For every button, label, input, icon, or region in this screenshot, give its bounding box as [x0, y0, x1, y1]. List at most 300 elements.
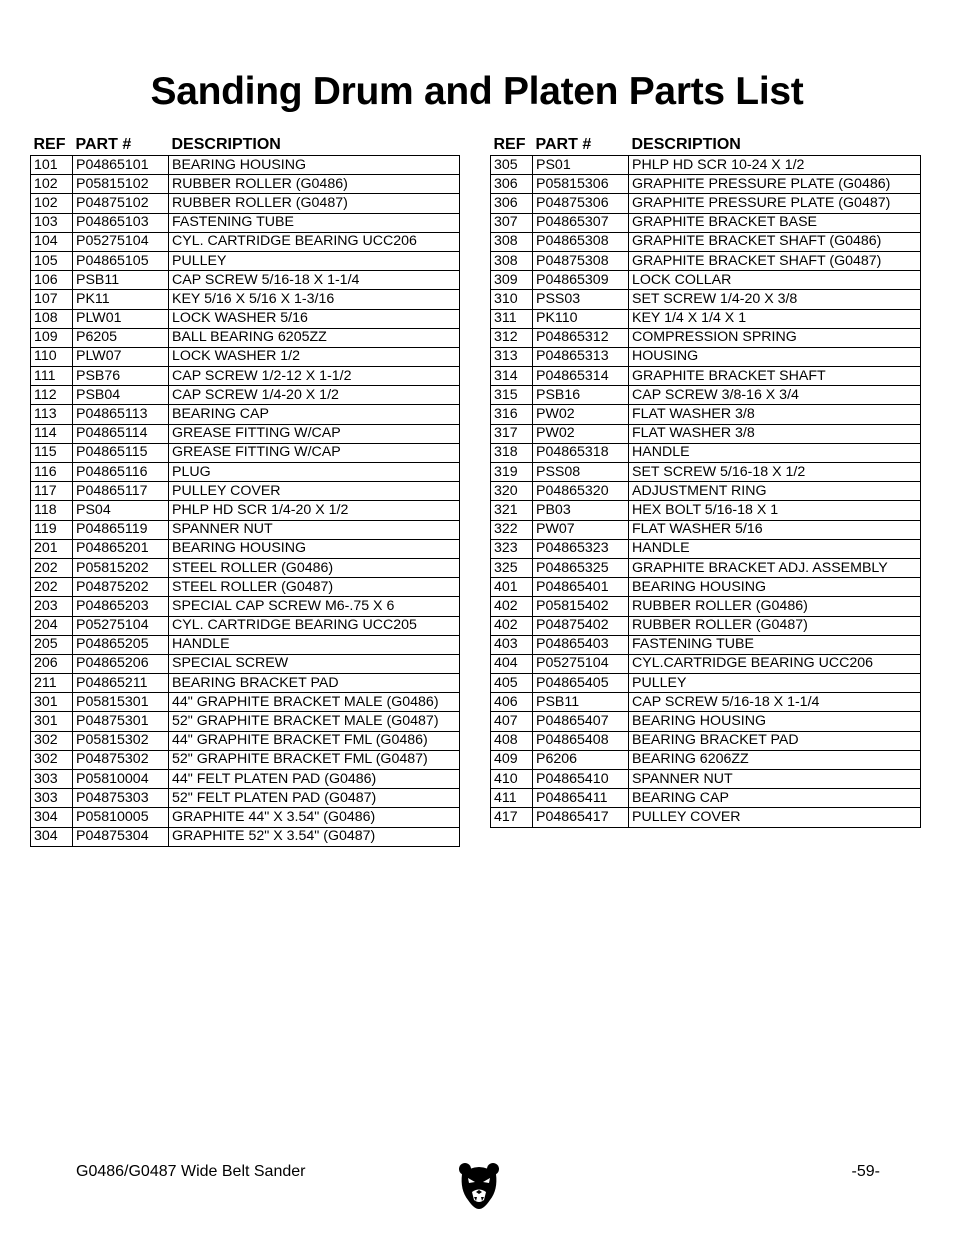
part-number-cell: P05815402: [533, 597, 629, 616]
table-row: [491, 367, 921, 386]
ref-cell: 117: [31, 482, 73, 501]
part-number-cell: P04865417: [533, 808, 629, 827]
part-number-cell: PLW01: [73, 309, 169, 328]
part-number-cell: P6206: [533, 750, 629, 769]
ref-cell: 304: [31, 827, 73, 846]
part-number-cell: P04865308: [533, 232, 629, 251]
part-number-cell: P04865101: [73, 156, 169, 175]
part-number-cell: PSB11: [533, 693, 629, 712]
part-number-cell: P04865114: [73, 424, 169, 443]
ref-cell: 306: [491, 194, 533, 213]
ref-cell: 115: [31, 443, 73, 462]
table-row: [31, 712, 460, 731]
part-number-cell: PS01: [533, 156, 629, 175]
part-number-cell: P6205: [73, 328, 169, 347]
description-cell: BEARING HOUSING: [629, 578, 921, 597]
ref-cell: 302: [31, 750, 73, 769]
part-number-cell: P04865403: [533, 635, 629, 654]
table-row: [491, 463, 921, 482]
description-cell: FLAT WASHER 5/16: [629, 520, 921, 539]
part-number-cell: P04865117: [73, 482, 169, 501]
description-cell: CYL. CARTRIDGE BEARING UCC205: [169, 616, 460, 635]
description-cell: STEEL ROLLER (G0486): [169, 558, 460, 577]
ref-cell: 309: [491, 271, 533, 290]
description-cell: BEARING BRACKET PAD: [169, 674, 460, 693]
description-cell: BEARING 6206ZZ: [629, 750, 921, 769]
parts-table-right-body: [491, 156, 921, 828]
part-number-cell: P04875301: [73, 712, 169, 731]
table-row: [491, 558, 921, 577]
table-row: [491, 770, 921, 789]
table-row: [31, 424, 460, 443]
table-row: [491, 156, 921, 175]
table-row: [491, 635, 921, 654]
part-number-cell: PS04: [73, 501, 169, 520]
table-row: [491, 654, 921, 673]
part-number-cell: P04875302: [73, 750, 169, 769]
ref-cell: 202: [31, 558, 73, 577]
description-cell: LOCK COLLAR: [629, 271, 921, 290]
table-row: [31, 386, 460, 405]
part-number-cell: P05815301: [73, 693, 169, 712]
table-row: [31, 635, 460, 654]
ref-cell: 109: [31, 328, 73, 347]
table-row: [31, 328, 460, 347]
ref-cell: 406: [491, 693, 533, 712]
part-number-cell: P04865116: [73, 463, 169, 482]
ref-cell: 304: [31, 808, 73, 827]
ref-cell: 409: [491, 750, 533, 769]
part-number-cell: P04875202: [73, 578, 169, 597]
part-number-cell: P04865407: [533, 712, 629, 731]
ref-cell: 303: [31, 789, 73, 808]
description-cell: FLAT WASHER 3/8: [629, 405, 921, 424]
table-row: [31, 789, 460, 808]
parts-table-left: [30, 132, 460, 847]
table-row: [491, 194, 921, 213]
table-row: [31, 558, 460, 577]
description-cell: COMPRESSION SPRING: [629, 328, 921, 347]
parts-table-right: [490, 132, 921, 828]
description-cell: 52" GRAPHITE BRACKET FML (G0487): [169, 750, 460, 769]
ref-cell: 312: [491, 328, 533, 347]
table-row: [491, 693, 921, 712]
description-cell: ADJUSTMENT RING: [629, 482, 921, 501]
description-cell: PLUG: [169, 463, 460, 482]
description-column-header: DESCRIPTION: [631, 136, 741, 153]
part-number-cell: P04865206: [73, 654, 169, 673]
description-cell: BEARING CAP: [629, 789, 921, 808]
table-row: [491, 808, 921, 827]
description-cell: CYL. CARTRIDGE BEARING UCC206: [169, 232, 460, 251]
description-cell: CAP SCREW 5/16-18 X 1-1/4: [629, 693, 921, 712]
description-cell: SPANNER NUT: [629, 770, 921, 789]
part-number-column-header: PART #: [75, 136, 132, 153]
part-number-cell: P04865201: [73, 539, 169, 558]
ref-cell: 107: [31, 290, 73, 309]
part-number-cell: P04865313: [533, 347, 629, 366]
ref-cell: 317: [491, 424, 533, 443]
table-row: [491, 251, 921, 270]
part-number-cell: PW02: [533, 424, 629, 443]
description-cell: PULLEY: [169, 251, 460, 270]
table-row: [31, 693, 460, 712]
page-number: -59-: [851, 1163, 880, 1180]
part-number-cell: P04865115: [73, 443, 169, 462]
table-row: [31, 309, 460, 328]
ref-cell: 205: [31, 635, 73, 654]
description-cell: HEX BOLT 5/16-18 X 1: [629, 501, 921, 520]
part-number-cell: PK11: [73, 290, 169, 309]
part-number-cell: P05275104: [73, 232, 169, 251]
description-cell: KEY 1/4 X 1/4 X 1: [629, 309, 921, 328]
ref-cell: 105: [31, 251, 73, 270]
part-number-cell: P04865408: [533, 731, 629, 750]
description-cell: CYL.CARTRIDGE BEARING UCC206: [629, 654, 921, 673]
description-cell: 44" FELT PLATEN PAD (G0486): [169, 770, 460, 789]
description-cell: GREASE FITTING W/CAP: [169, 424, 460, 443]
part-number-cell: PK110: [533, 309, 629, 328]
ref-cell: 211: [31, 674, 73, 693]
part-number-cell: PSB04: [73, 386, 169, 405]
table-row: [31, 463, 460, 482]
table-row: [31, 290, 460, 309]
description-cell: GRAPHITE 52" X 3.54" (G0487): [169, 827, 460, 846]
description-cell: GRAPHITE PRESSURE PLATE (G0487): [629, 194, 921, 213]
part-number-cell: P04875306: [533, 194, 629, 213]
ref-cell: 112: [31, 386, 73, 405]
ref-cell: 405: [491, 674, 533, 693]
part-number-cell: PB03: [533, 501, 629, 520]
table-row: [31, 674, 460, 693]
part-number-cell: P04875303: [73, 789, 169, 808]
description-cell: SET SCREW 5/16-18 X 1/2: [629, 463, 921, 482]
description-cell: BEARING BRACKET PAD: [629, 731, 921, 750]
part-number-cell: P04875402: [533, 616, 629, 635]
part-number-cell: P04865119: [73, 520, 169, 539]
ref-cell: 322: [491, 520, 533, 539]
description-cell: KEY 5/16 X 5/16 X 1-3/16: [169, 290, 460, 309]
description-cell: STEEL ROLLER (G0487): [169, 578, 460, 597]
ref-cell: 404: [491, 654, 533, 673]
description-cell: 44" GRAPHITE BRACKET MALE (G0486): [169, 693, 460, 712]
ref-cell: 110: [31, 347, 73, 366]
part-number-cell: PSB11: [73, 271, 169, 290]
table-row: [31, 654, 460, 673]
ref-column-header: REF: [493, 136, 526, 153]
description-cell: HANDLE: [629, 539, 921, 558]
description-cell: GRAPHITE BRACKET BASE: [629, 213, 921, 232]
ref-cell: 106: [31, 271, 73, 290]
ref-cell: 102: [31, 194, 73, 213]
bear-head-logo-icon: [458, 1162, 500, 1210]
table-row: [31, 597, 460, 616]
ref-cell: 321: [491, 501, 533, 520]
ref-cell: 320: [491, 482, 533, 501]
part-number-cell: PW02: [533, 405, 629, 424]
description-cell: CAP SCREW 3/8-16 X 3/4: [629, 386, 921, 405]
footer-manual-title: G0486/G0487 Wide Belt Sander: [76, 1163, 306, 1180]
part-number-cell: P04865307: [533, 213, 629, 232]
table-header-row: [31, 132, 460, 156]
part-number-cell: P04875308: [533, 251, 629, 270]
table-row: [491, 674, 921, 693]
table-row: [31, 194, 460, 213]
description-cell: GREASE FITTING W/CAP: [169, 443, 460, 462]
table-row: [491, 750, 921, 769]
ref-cell: 302: [31, 731, 73, 750]
table-row: [491, 424, 921, 443]
part-number-cell: P04875304: [73, 827, 169, 846]
description-cell: 52" GRAPHITE BRACKET MALE (G0487): [169, 712, 460, 731]
description-cell: SPANNER NUT: [169, 520, 460, 539]
ref-cell: 314: [491, 367, 533, 386]
part-number-cell: PLW07: [73, 347, 169, 366]
part-number-cell: P05815102: [73, 175, 169, 194]
part-number-cell: PW07: [533, 520, 629, 539]
table-row: [31, 770, 460, 789]
table-row: [31, 443, 460, 462]
table-row: [491, 175, 921, 194]
ref-cell: 101: [31, 156, 73, 175]
table-row: [31, 251, 460, 270]
description-cell: HANDLE: [169, 635, 460, 654]
ref-cell: 408: [491, 731, 533, 750]
part-number-cell: P04865314: [533, 367, 629, 386]
description-cell: SPECIAL SCREW: [169, 654, 460, 673]
description-cell: PHLP HD SCR 10-24 X 1/2: [629, 156, 921, 175]
description-cell: LOCK WASHER 1/2: [169, 347, 460, 366]
part-number-cell: P04865405: [533, 674, 629, 693]
table-row: [491, 789, 921, 808]
description-cell: SPECIAL CAP SCREW M6-.75 X 6: [169, 597, 460, 616]
part-number-cell: P04865203: [73, 597, 169, 616]
table-row: [491, 309, 921, 328]
table-row: [31, 175, 460, 194]
table-row: [31, 156, 460, 175]
description-cell: HANDLE: [629, 443, 921, 462]
part-number-cell: P05275104: [73, 616, 169, 635]
part-number-cell: P04875102: [73, 194, 169, 213]
part-number-cell: P05275104: [533, 654, 629, 673]
ref-cell: 303: [31, 770, 73, 789]
table-row: [31, 405, 460, 424]
table-row: [491, 386, 921, 405]
part-number-cell: P04865312: [533, 328, 629, 347]
description-cell: GRAPHITE BRACKET SHAFT (G0486): [629, 232, 921, 251]
ref-cell: 315: [491, 386, 533, 405]
table-row: [31, 616, 460, 635]
ref-cell: 308: [491, 251, 533, 270]
table-row: [491, 328, 921, 347]
ref-cell: 308: [491, 232, 533, 251]
table-row: [491, 597, 921, 616]
table-row: [31, 482, 460, 501]
ref-cell: 318: [491, 443, 533, 462]
description-cell: GRAPHITE PRESSURE PLATE (G0486): [629, 175, 921, 194]
table-row: [31, 520, 460, 539]
description-cell: RUBBER ROLLER (G0487): [169, 194, 460, 213]
ref-cell: 319: [491, 463, 533, 482]
description-cell: 44" GRAPHITE BRACKET FML (G0486): [169, 731, 460, 750]
part-number-cell: PSB16: [533, 386, 629, 405]
table-row: [31, 750, 460, 769]
ref-cell: 206: [31, 654, 73, 673]
ref-cell: 118: [31, 501, 73, 520]
table-row: [491, 232, 921, 251]
part-number-cell: P05810005: [73, 808, 169, 827]
part-number-cell: P04865113: [73, 405, 169, 424]
ref-cell: 301: [31, 693, 73, 712]
ref-cell: 306: [491, 175, 533, 194]
ref-cell: 401: [491, 578, 533, 597]
description-cell: BEARING HOUSING: [629, 712, 921, 731]
table-row: [491, 290, 921, 309]
description-cell: GRAPHITE 44" X 3.54" (G0486): [169, 808, 460, 827]
description-cell: RUBBER ROLLER (G0486): [629, 597, 921, 616]
description-cell: HOUSING: [629, 347, 921, 366]
ref-cell: 316: [491, 405, 533, 424]
part-number-cell: P05815302: [73, 731, 169, 750]
ref-cell: 323: [491, 539, 533, 558]
description-cell: GRAPHITE BRACKET SHAFT (G0487): [629, 251, 921, 270]
description-cell: GRAPHITE BRACKET ADJ. ASSEMBLY: [629, 558, 921, 577]
description-cell: PULLEY COVER: [169, 482, 460, 501]
description-cell: GRAPHITE BRACKET SHAFT: [629, 367, 921, 386]
table-row: [31, 501, 460, 520]
description-cell: BALL BEARING 6205ZZ: [169, 328, 460, 347]
ref-cell: 301: [31, 712, 73, 731]
ref-cell: 108: [31, 309, 73, 328]
ref-cell: 201: [31, 539, 73, 558]
description-cell: FASTENING TUBE: [169, 213, 460, 232]
table-row: [31, 827, 460, 846]
table-row: [31, 213, 460, 232]
part-number-cell: P05810004: [73, 770, 169, 789]
ref-cell: 202: [31, 578, 73, 597]
part-number-cell: P04865309: [533, 271, 629, 290]
description-cell: PULLEY COVER: [629, 808, 921, 827]
part-number-cell: PSS03: [533, 290, 629, 309]
table-row: [491, 712, 921, 731]
part-number-column-header: PART #: [535, 136, 592, 153]
table-row: [491, 482, 921, 501]
table-row: [491, 501, 921, 520]
ref-cell: 325: [491, 558, 533, 577]
table-header-row: [491, 132, 921, 156]
description-cell: BEARING HOUSING: [169, 156, 460, 175]
ref-cell: 116: [31, 463, 73, 482]
parts-table-left-body: [31, 156, 460, 847]
description-cell: CAP SCREW 1/2-12 X 1-1/2: [169, 367, 460, 386]
ref-cell: 307: [491, 213, 533, 232]
description-cell: FLAT WASHER 3/8: [629, 424, 921, 443]
ref-cell: 411: [491, 789, 533, 808]
description-cell: LOCK WASHER 5/16: [169, 309, 460, 328]
ref-cell: 402: [491, 616, 533, 635]
ref-column-header: REF: [33, 136, 66, 153]
part-number-cell: P04865401: [533, 578, 629, 597]
table-row: [31, 271, 460, 290]
description-cell: PHLP HD SCR 1/4-20 X 1/2: [169, 501, 460, 520]
ref-cell: 114: [31, 424, 73, 443]
ref-cell: 313: [491, 347, 533, 366]
description-cell: BEARING CAP: [169, 405, 460, 424]
table-row: [491, 578, 921, 597]
ref-cell: 204: [31, 616, 73, 635]
description-column-header: DESCRIPTION: [171, 136, 281, 153]
part-number-cell: P04865410: [533, 770, 629, 789]
ref-cell: 102: [31, 175, 73, 194]
table-row: [31, 578, 460, 597]
part-number-cell: P04865323: [533, 539, 629, 558]
part-number-cell: PSS08: [533, 463, 629, 482]
ref-cell: 305: [491, 156, 533, 175]
table-row: [31, 347, 460, 366]
part-number-cell: P05815306: [533, 175, 629, 194]
table-row: [491, 213, 921, 232]
description-cell: RUBBER ROLLER (G0487): [629, 616, 921, 635]
table-row: [31, 367, 460, 386]
table-row: [491, 731, 921, 750]
description-cell: RUBBER ROLLER (G0486): [169, 175, 460, 194]
table-row: [491, 405, 921, 424]
part-number-cell: P04865211: [73, 674, 169, 693]
description-cell: CAP SCREW 5/16-18 X 1-1/4: [169, 271, 460, 290]
ref-cell: 417: [491, 808, 533, 827]
part-number-cell: PSB76: [73, 367, 169, 386]
ref-cell: 203: [31, 597, 73, 616]
ref-cell: 103: [31, 213, 73, 232]
table-row: [491, 443, 921, 462]
table-row: [31, 808, 460, 827]
ref-cell: 311: [491, 309, 533, 328]
description-cell: FASTENING TUBE: [629, 635, 921, 654]
table-row: [491, 347, 921, 366]
ref-cell: 104: [31, 232, 73, 251]
part-number-cell: P04865320: [533, 482, 629, 501]
description-cell: 52" FELT PLATEN PAD (G0487): [169, 789, 460, 808]
page-title: Sanding Drum and Platen Parts List: [150, 70, 804, 113]
description-cell: BEARING HOUSING: [169, 539, 460, 558]
table-row: [31, 232, 460, 251]
ref-cell: 113: [31, 405, 73, 424]
table-row: [491, 271, 921, 290]
part-number-cell: P04865411: [533, 789, 629, 808]
table-row: [491, 616, 921, 635]
table-row: [31, 731, 460, 750]
ref-cell: 310: [491, 290, 533, 309]
part-number-cell: P04865103: [73, 213, 169, 232]
part-number-cell: P05815202: [73, 558, 169, 577]
description-cell: SET SCREW 1/4-20 X 3/8: [629, 290, 921, 309]
ref-cell: 403: [491, 635, 533, 654]
description-cell: PULLEY: [629, 674, 921, 693]
table-row: [491, 539, 921, 558]
description-cell: CAP SCREW 1/4-20 X 1/2: [169, 386, 460, 405]
ref-cell: 407: [491, 712, 533, 731]
ref-cell: 402: [491, 597, 533, 616]
table-row: [491, 520, 921, 539]
part-number-cell: P04865318: [533, 443, 629, 462]
ref-cell: 119: [31, 520, 73, 539]
part-number-cell: P04865105: [73, 251, 169, 270]
ref-cell: 410: [491, 770, 533, 789]
ref-cell: 111: [31, 367, 73, 386]
part-number-cell: P04865205: [73, 635, 169, 654]
table-row: [31, 539, 460, 558]
part-number-cell: P04865325: [533, 558, 629, 577]
